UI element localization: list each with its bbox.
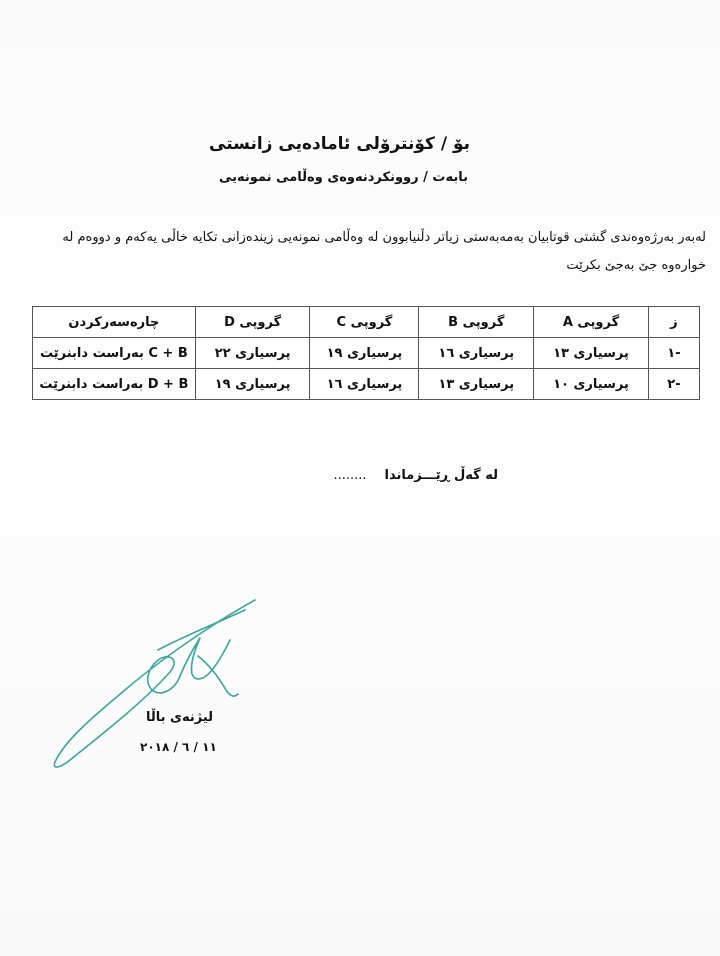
cell-group-c: پرسیاری ١٦: [310, 369, 419, 400]
header-group-d: گروپی D: [195, 307, 310, 338]
cell-solution: D + B بەراست دابنرێت: [33, 369, 196, 400]
row-number: -١: [648, 338, 699, 369]
header-group-a: گروپی A: [534, 307, 649, 338]
answer-correction-table: [32, 306, 700, 400]
document-date: ١١ / ٦ / ٢٠١٨: [140, 740, 217, 754]
cell-group-b: پرسیاری ١٣: [419, 369, 534, 400]
document-body: لەبەر بەرژەوەندی گشتی قوتابیان بەمەبەستی زیاتر دڵنیابوون لە وەڵامی نمونەیی زیندەزانی تکایە خاڵی یەکەم و دووەم لە خوارەوە جێ بەجێ بکرێت: [62, 230, 706, 273]
closing-text: لە گەڵ ڕێـــزماندا: [384, 468, 498, 483]
document-subject: بابەت / روونکردنەوەی وەڵامی نمونەیی: [219, 170, 468, 185]
header-number: ز: [648, 307, 699, 338]
header-solution: چارەسەرکردن: [33, 307, 196, 338]
closing-dots: ........: [333, 468, 367, 483]
header-group-c: گروپی C: [310, 307, 419, 338]
cell-group-a: پرسیاری ١٣: [534, 338, 649, 369]
table-row: [33, 369, 700, 400]
cell-group-a: پرسیاری ١٠: [534, 369, 649, 400]
table-header-row: [33, 307, 700, 338]
closing-line: [333, 468, 498, 483]
cell-group-b: پرسیاری ١٦: [419, 338, 534, 369]
cell-group-d: پرسیاری ١٩: [195, 369, 310, 400]
header-group-b: گروپی B: [419, 307, 534, 338]
document-title: بۆ / کۆنترۆلی ئامادەیی زانستی: [209, 134, 470, 154]
cell-group-c: پرسیاری ١٩: [310, 338, 419, 369]
committee-name: لیژنەی باڵا: [146, 710, 214, 725]
table-row: [33, 338, 700, 369]
cell-group-d: پرسیاری ٢٢: [195, 338, 310, 369]
row-number: -٢: [648, 369, 699, 400]
cell-solution: C + B بەراست دابنرێت: [33, 338, 196, 369]
